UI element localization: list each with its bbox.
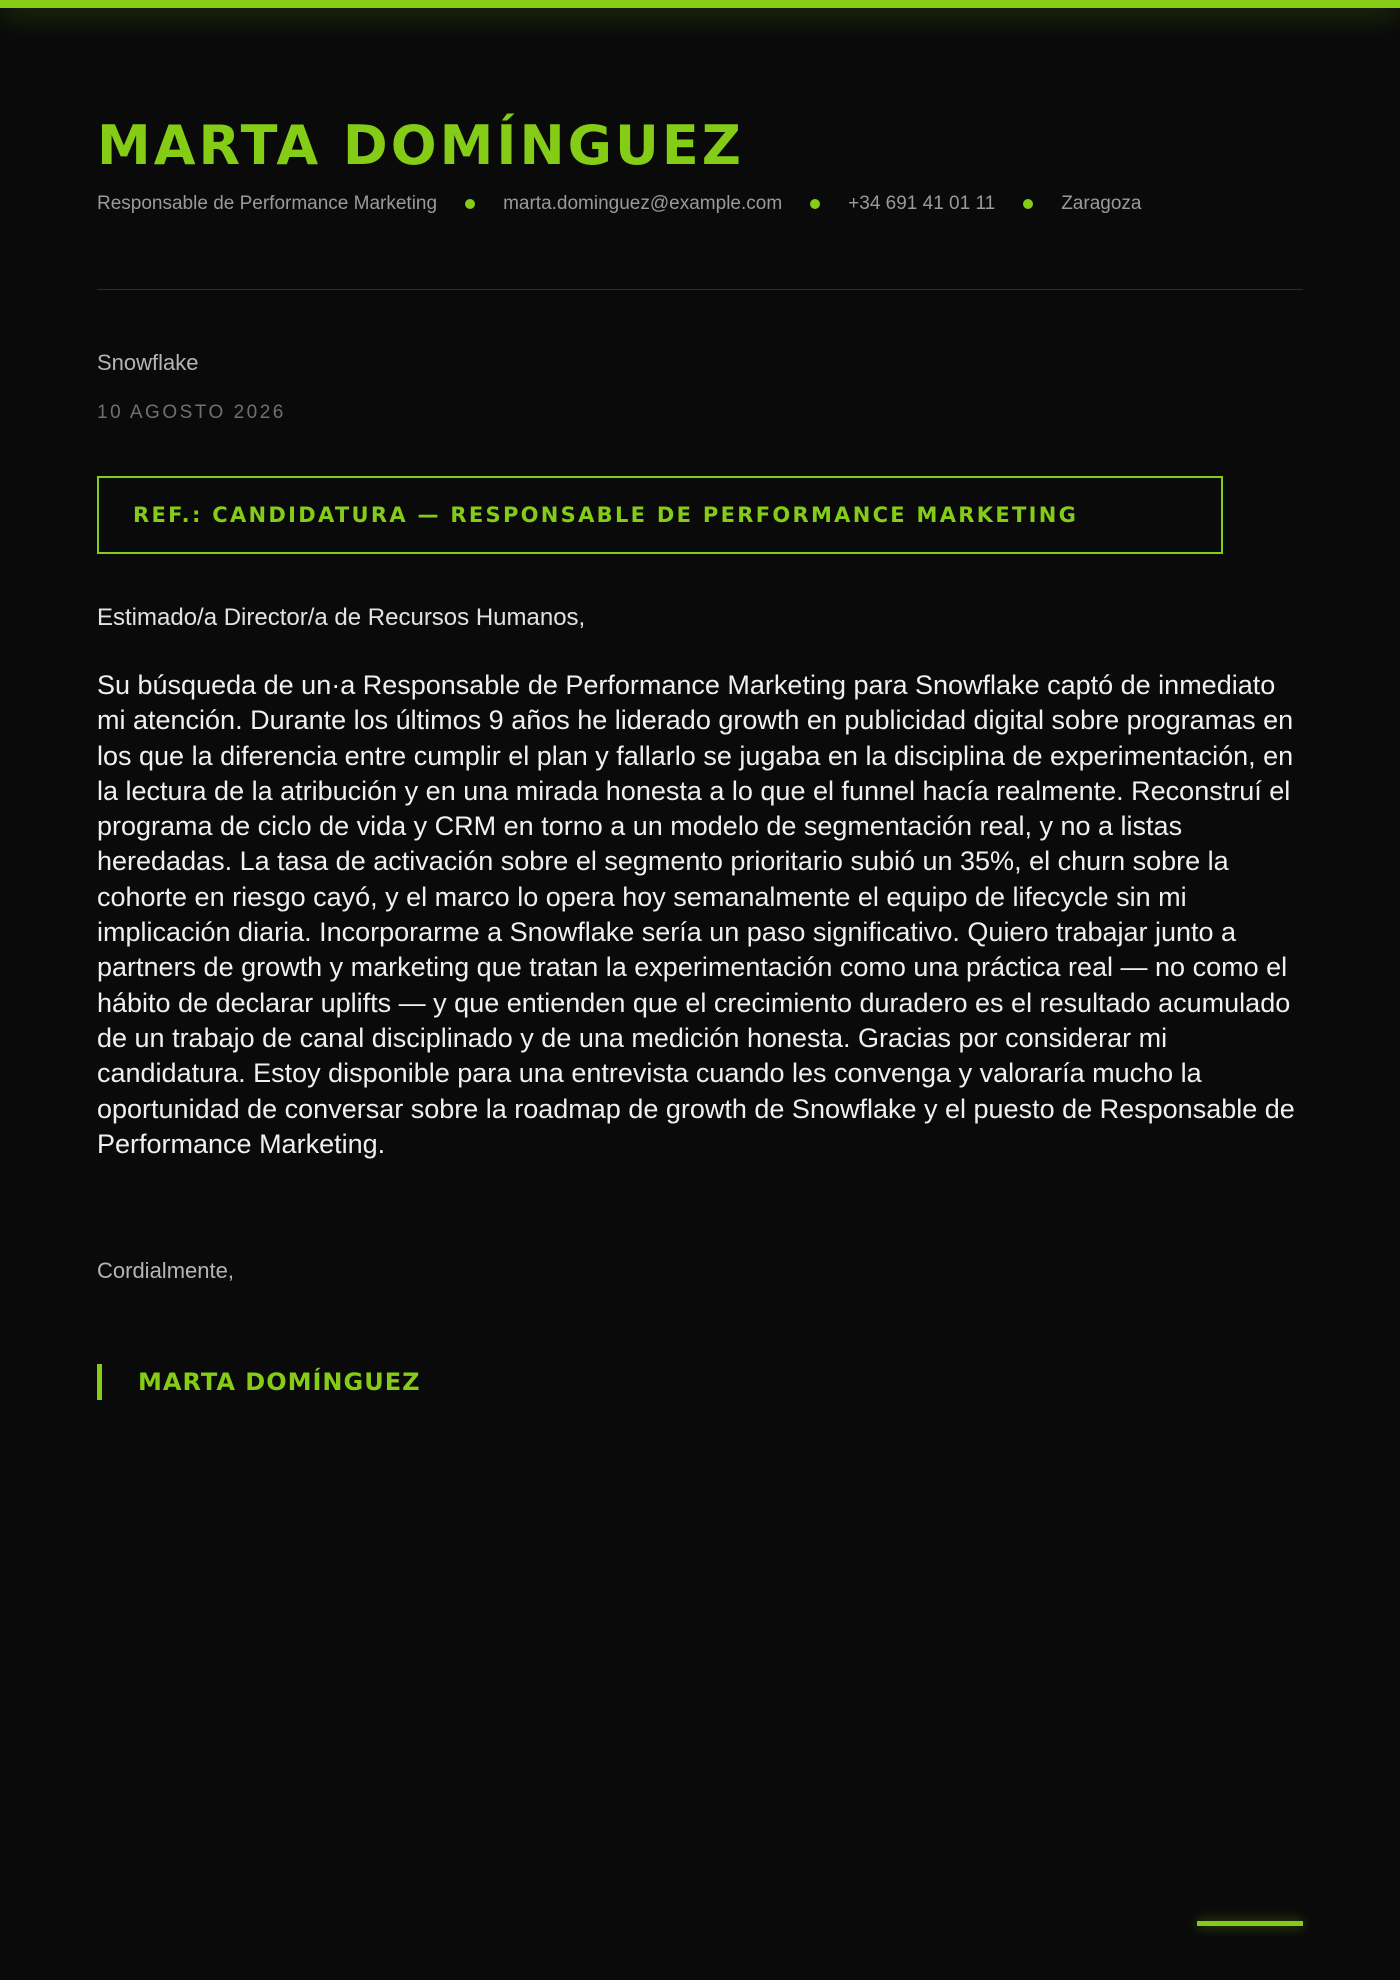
contact-email: marta.dominguez@example.com: [503, 193, 783, 214]
applicant-name: MARTA DOMÍNGUEZ: [97, 114, 744, 177]
letter-closing: Cordialmente,: [97, 1258, 234, 1283]
signature-name: MARTA DOMÍNGUEZ: [138, 1368, 421, 1396]
contact-line: [97, 193, 1141, 215]
contact-phone: +34 691 41 01 11: [848, 193, 996, 214]
reference-box: [97, 476, 1223, 554]
bottom-accent-line: [1197, 1921, 1303, 1926]
top-accent-bar: [0, 0, 1400, 8]
separator-dot-icon: [1023, 199, 1033, 209]
header-divider: [97, 289, 1303, 290]
contact-role: Responsable de Performance Marketing: [97, 193, 438, 214]
signature-block: [97, 1364, 421, 1400]
separator-dot-icon: [465, 199, 475, 209]
reference-line: REF.: CANDIDATURA — RESPONSABLE DE PERFORMANCE MARKETING: [133, 503, 1079, 527]
letter-body: Su búsqueda de un·a Responsable de Performance Marketing para Snowflake captó de inmediato mi atención. Durante los últimos 9 años he liderado growth en publicidad digital sobre programas en los que la diferencia entre cumplir el plan y fallarlo se jugaba en la disciplina de experimentación, en la lectura de la atribución y en una mirada honesta a lo que el funnel hacía realmente. Reconstruí el programa de ciclo de vida y CRM en torno a un modelo de segmentación real, y no a listas heredadas. La tasa de activación sobre el segmento prioritario subió un 35%, el churn sobre la cohorte en riesgo cayó, y el marco lo opera hoy semanalmente el equipo de lifecycle sin mi implicación diaria. Incorporarme a Snowflake sería un paso significativo. Quiero trabajar junto a partners de growth y marketing que tratan la experimentación como una práctica real — no como el hábito de declarar uplifts — y que entienden que el crecimiento duradero es el resultado acumulado de un trabajo de canal disciplinado y de una medición honesta. Gracias por considerar mi candidatura. Estoy disponible para una entrevista cuando les convenga y valoraría mucho la oportunidad de conversar sobre la roadmap de growth de Snowflake y el puesto de Responsable de Performance Marketing.: [97, 670, 1295, 1159]
letter-date: 10 AGOSTO 2026: [97, 402, 286, 423]
letter-greeting: Estimado/a Director/a de Recursos Humanos,: [97, 604, 586, 631]
recipient-company: Snowflake: [97, 350, 199, 375]
separator-dot-icon: [810, 199, 820, 209]
contact-city: Zaragoza: [1061, 193, 1142, 214]
